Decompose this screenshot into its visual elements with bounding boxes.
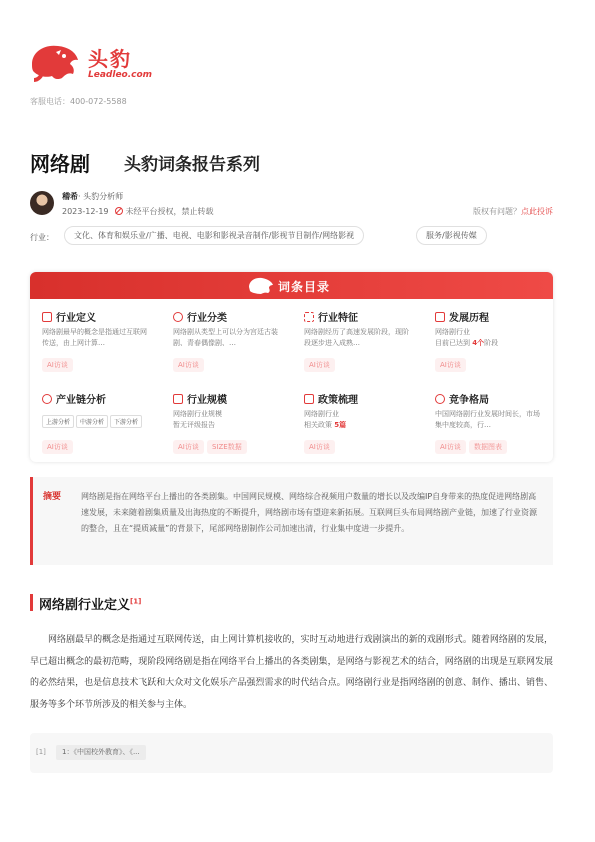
directory-item-desc: 网络剧从类型上可以分为宫廷古装剧、青春偶像剧、… [173, 328, 278, 347]
ai-interview-tag[interactable]: AI访谈 [42, 440, 73, 454]
copyright-restriction: 未经平台授权，禁止转载 [125, 207, 214, 216]
policy-count: 5篇 [334, 420, 347, 429]
data-chart-tag[interactable]: 数据图表 [469, 440, 507, 454]
directory-header [30, 272, 553, 299]
directory-item-policy[interactable] [292, 381, 422, 462]
chain-chips [42, 409, 144, 428]
directory-item-title: 行业分类 [187, 313, 227, 324]
directory-title: 词条目录 [278, 280, 331, 294]
author-name: 稽希 [62, 192, 78, 201]
directory-item-desc: 网络剧最早的概念是指通过互联网传送，由上网计算… [42, 328, 147, 347]
directory-card [30, 272, 553, 462]
policy-icon [304, 394, 314, 404]
directory-item-title: 行业定义 [56, 313, 96, 324]
author-avatar [30, 191, 54, 215]
reference-index: [1] [36, 748, 46, 756]
brand-name: 头豹 [88, 47, 132, 71]
upstream-chip[interactable]: 上游分析 [42, 415, 74, 428]
directory-item-industry-chain[interactable] [30, 381, 160, 462]
industry-chain-icon [42, 394, 52, 404]
directory-item-competition[interactable] [423, 381, 553, 462]
industry-label: 行业： [30, 233, 54, 242]
directory-item-desc [435, 327, 545, 348]
publish-date: 2023-12-19 [62, 207, 109, 216]
reference-chip[interactable]: 1：《中国校外教育》、《... [56, 745, 146, 760]
size-data-tag[interactable]: SIZE数据 [207, 440, 247, 454]
directory-item-title: 行业规模 [187, 395, 227, 406]
classification-icon [173, 312, 183, 322]
ai-interview-tag[interactable]: AI访谈 [435, 440, 466, 454]
market-size-desc-line1: 网络剧行业规模 [173, 410, 222, 418]
midstream-chip[interactable]: 中游分析 [76, 415, 108, 428]
directory-item-desc [173, 409, 283, 430]
industry-tag[interactable]: 服务/影视传媒 [416, 226, 487, 245]
copyright-notice [473, 206, 553, 217]
definition-icon [42, 312, 52, 322]
summary-label: 摘要 [43, 492, 62, 502]
market-size-desc-line2: 暂无评级报告 [173, 420, 215, 429]
policy-desc-line2: 相关政策 [304, 420, 332, 429]
brand-url[interactable]: Leadleo.com [88, 70, 153, 80]
downstream-chip[interactable]: 下游分析 [110, 415, 142, 428]
ai-interview-tag[interactable]: AI访谈 [304, 358, 335, 372]
report-series-title: 头豹词条报告系列 [124, 155, 260, 175]
directory-item-history[interactable] [423, 299, 553, 380]
ai-interview-tag[interactable]: AI访谈 [173, 358, 204, 372]
report-link[interactable]: 点此投诉 [521, 207, 553, 216]
leopard-icon [248, 276, 274, 295]
history-desc-line1: 网络剧行业 [435, 328, 470, 336]
competition-icon [435, 394, 445, 404]
section-title [39, 594, 141, 613]
service-hotline: 客服电话：400-072-5588 [30, 97, 127, 106]
summary-text: 网络剧是指在网络平台上播出的各类剧集。中国网民规模、网络综合视频用户数量的增长以及改编IP自身带来的热度促进网络剧高速发展，未来随着剧集质量及出海热度的不断提升，网络剧市场有望迎来新拓展。互联网巨头布局网络剧产业链，加速了行业资源的整合，且在“提质减量”的背景下，尾部网络剧制作公司加速出清，行业集中度进一步提升。 [81, 492, 537, 533]
history-stage-count: 4个 [472, 338, 485, 347]
directory-item-title: 产业链分析 [56, 395, 106, 406]
history-icon [435, 312, 445, 322]
directory-item-title: 发展历程 [449, 313, 489, 324]
page-title: 网络剧 [30, 152, 90, 176]
features-icon [304, 312, 314, 322]
meta-line [62, 206, 214, 217]
ai-interview-tag[interactable]: AI访谈 [173, 440, 204, 454]
summary-box [30, 477, 553, 565]
author-line [62, 191, 123, 202]
reference-box [30, 733, 553, 773]
section-marker [30, 594, 33, 611]
directory-item-desc [304, 409, 414, 430]
ai-interview-tag[interactable]: AI访谈 [435, 358, 466, 372]
section-title-text: 网络剧行业定义 [39, 598, 131, 613]
history-desc-suffix: 阶段 [484, 338, 499, 347]
directory-item-definition[interactable] [30, 299, 160, 380]
directory-item-title: 竞争格局 [449, 395, 489, 406]
directory-item-desc: 中国网络剧行业发展时间长，市场集中度较高，行… [435, 410, 540, 429]
section-body: 网络剧最早的概念是指通过互联网传送，由上网计算机接收的，实时互动地进行戏剧演出的新的戏剧形式。随着网络剧的发展，早已超出概念的最初范畴，现阶段网络剧是指在网络平台上播出的各类剧集，是网络与影视艺术的结合，网络剧的出现是互联网发展的必然结果，也是信息技术飞跃和大众对文化娱乐产品强烈需求的时代结合点。网络剧行业是指网络剧的创意、制作、播出、销售、服务等多个环节所涉及的相关参与主体。 [30, 635, 553, 710]
directory-item-classification[interactable] [161, 299, 291, 380]
directory-item-title: 政策梳理 [318, 395, 358, 406]
directory-item-market-size[interactable] [161, 381, 291, 462]
author-role: · 头豹分析师 [78, 192, 124, 201]
ai-interview-tag[interactable]: AI访谈 [42, 358, 73, 372]
prohibited-icon [115, 207, 123, 215]
directory-item-features[interactable] [292, 299, 422, 380]
leopard-logo-icon [28, 42, 80, 82]
policy-desc-line1: 网络剧行业 [304, 410, 339, 418]
history-desc-line2: 目前已达到 [435, 338, 470, 347]
market-size-icon [173, 394, 183, 404]
industry-tag[interactable]: 文化、体育和娱乐业/广播、电视、电影和影视录音制作/影视节目制作/网络影视 [64, 226, 364, 245]
section-ref-marker[interactable]: [1] [130, 597, 142, 606]
ai-interview-tag[interactable]: AI访谈 [304, 440, 335, 454]
copyright-question: 版权有问题？ [473, 207, 521, 216]
directory-item-title: 行业特征 [318, 313, 358, 324]
directory-item-desc: 网络剧经历了高速发展阶段，现阶段逐步进入成熟… [304, 328, 409, 347]
